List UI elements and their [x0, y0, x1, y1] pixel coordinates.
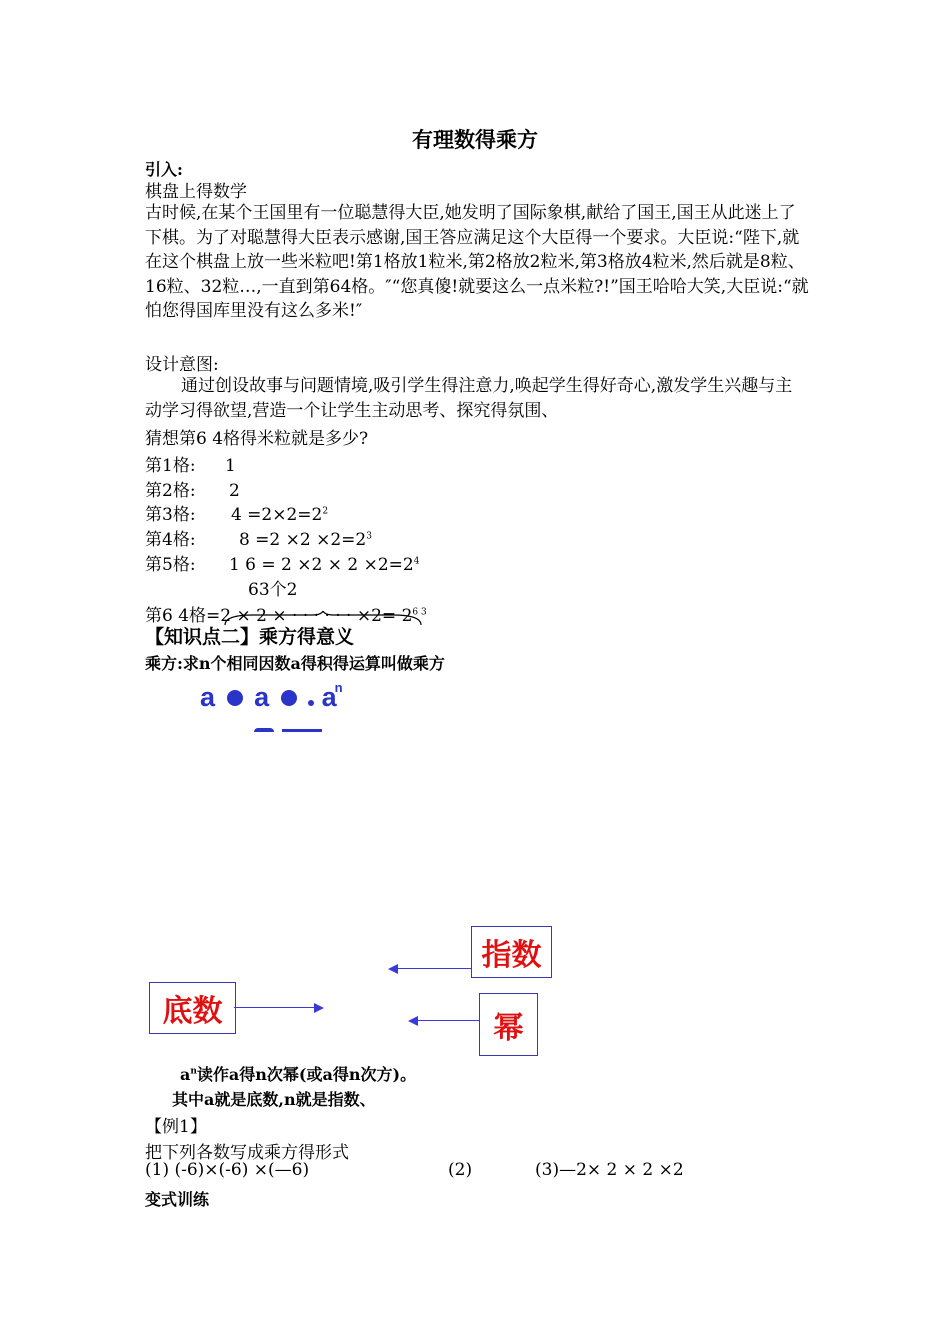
- grid-row: [145, 500, 328, 525]
- arrow-from-base: [234, 1007, 314, 1008]
- multiply-dot-icon: [281, 690, 297, 706]
- small-dot-icon: [308, 700, 314, 706]
- row-64-label: 第6 4格=: [145, 606, 221, 626]
- grid-row-expr: 2: [228, 481, 240, 501]
- multiply-dot-icon: [227, 690, 243, 706]
- read-line: [180, 1062, 416, 1085]
- row-64-expr: 2 × 2 × · · · · · · ×2= 2: [220, 606, 413, 626]
- grid-row: [145, 525, 372, 550]
- page-title: 有理数得乘方: [412, 127, 538, 152]
- example-item-1: (1) (-6)×(-6) ×(—6): [145, 1160, 310, 1180]
- grid-row-sup: 4: [413, 556, 420, 567]
- arrow-head-icon: [388, 964, 398, 974]
- grid-row-sup: 2: [322, 506, 329, 517]
- arrow-to-exponent: [398, 968, 471, 969]
- guess-line: 猜想第6 4格得米粒就是多少?: [145, 429, 369, 449]
- explain-line: 其中a就是底数,n就是指数、: [172, 1090, 376, 1109]
- arrow-head-icon: [408, 1016, 418, 1026]
- formula-fragment: [254, 728, 274, 732]
- formula-factor-a: a: [200, 682, 216, 712]
- section-heading: 【知识点二】乘方得意义: [145, 626, 355, 648]
- formula-factor-a: a: [254, 682, 270, 712]
- formula-factor-a: a: [321, 682, 337, 712]
- grid-row-label: 第4格:: [145, 530, 196, 550]
- formula-fragment: [282, 729, 322, 732]
- design-paragraph: 通过创设故事与问题情境,吸引学生得注意力,唤起学生得好奇心,激发学生兴趣与主动学习得欲望,营造一个让学生主动思考、探究得氛围、: [145, 376, 793, 421]
- example-item-2: (2): [448, 1160, 473, 1180]
- variant-label: 变式训练: [145, 1190, 210, 1209]
- intro-label: 引入:: [145, 160, 183, 179]
- grid-row: [145, 451, 236, 476]
- exponent-box: 指数: [471, 926, 552, 978]
- grid-row: [145, 476, 240, 501]
- example-label: 【例1】: [145, 1117, 207, 1137]
- read-line-a: a: [180, 1065, 191, 1084]
- read-line-text: 读作a得n次幂(或a得n次方)。: [196, 1065, 417, 1084]
- read-line-sup: n: [190, 1066, 197, 1077]
- grid-row-expr: 8 =2 ×2 ×2=2: [238, 530, 367, 550]
- example-instruction: 把下列各数写成乘方得形式: [145, 1143, 349, 1163]
- grid-row-expr: 1 6 = 2 ×2 × 2 ×2=2: [228, 555, 414, 575]
- grid-row-label: 第1格:: [145, 456, 196, 476]
- power-formula: [200, 680, 343, 720]
- count-label: 63个2: [248, 580, 298, 600]
- grid-row-expr: 1: [224, 456, 236, 476]
- grid-row-label: 第2格:: [145, 481, 196, 501]
- base-box: 底数: [149, 982, 236, 1034]
- design-label: 设计意图:: [145, 355, 219, 375]
- grid-row: [145, 550, 419, 575]
- grid-row-label: 第3格:: [145, 505, 196, 525]
- arrow-to-power: [418, 1020, 479, 1021]
- example-item-3: (3)—2× 2 × 2 ×2: [535, 1160, 684, 1180]
- story-paragraph: 古时候,在某个王国里有一位聪慧得大臣,她发明了国际象棋,献给了国王,国王从此迷上了下棋。为了对聪慧得大臣表示感谢,国王答应满足这个大臣得一个要求。大臣说:“陛下,就在这个棋盘上放一些米粒吧!第1格放1粒米,第2格放2粒米,第3格放4粒米,然后就是8粒、16粒、32粒…,一直到第64格。″“您真傻!就要这么一点米粒?!”国王哈哈大笑,大臣说:“就怕您得国库里没有这么多米!″: [145, 203, 809, 321]
- definition-line: 乘方:求n个相同因数a得积得运算叫做乘方: [145, 654, 445, 673]
- grid-row-sup: 3: [366, 531, 372, 542]
- grid-row-expr: 4 =2×2=2: [230, 505, 323, 525]
- formula-exponent: n: [334, 680, 343, 695]
- arrow-head-icon: [314, 1003, 324, 1013]
- grid-row-label: 第5格:: [145, 555, 196, 575]
- row-64-sup: 6 3: [412, 607, 427, 618]
- story-title: 棋盘上得数学: [145, 182, 247, 202]
- power-box: 幂: [479, 993, 538, 1056]
